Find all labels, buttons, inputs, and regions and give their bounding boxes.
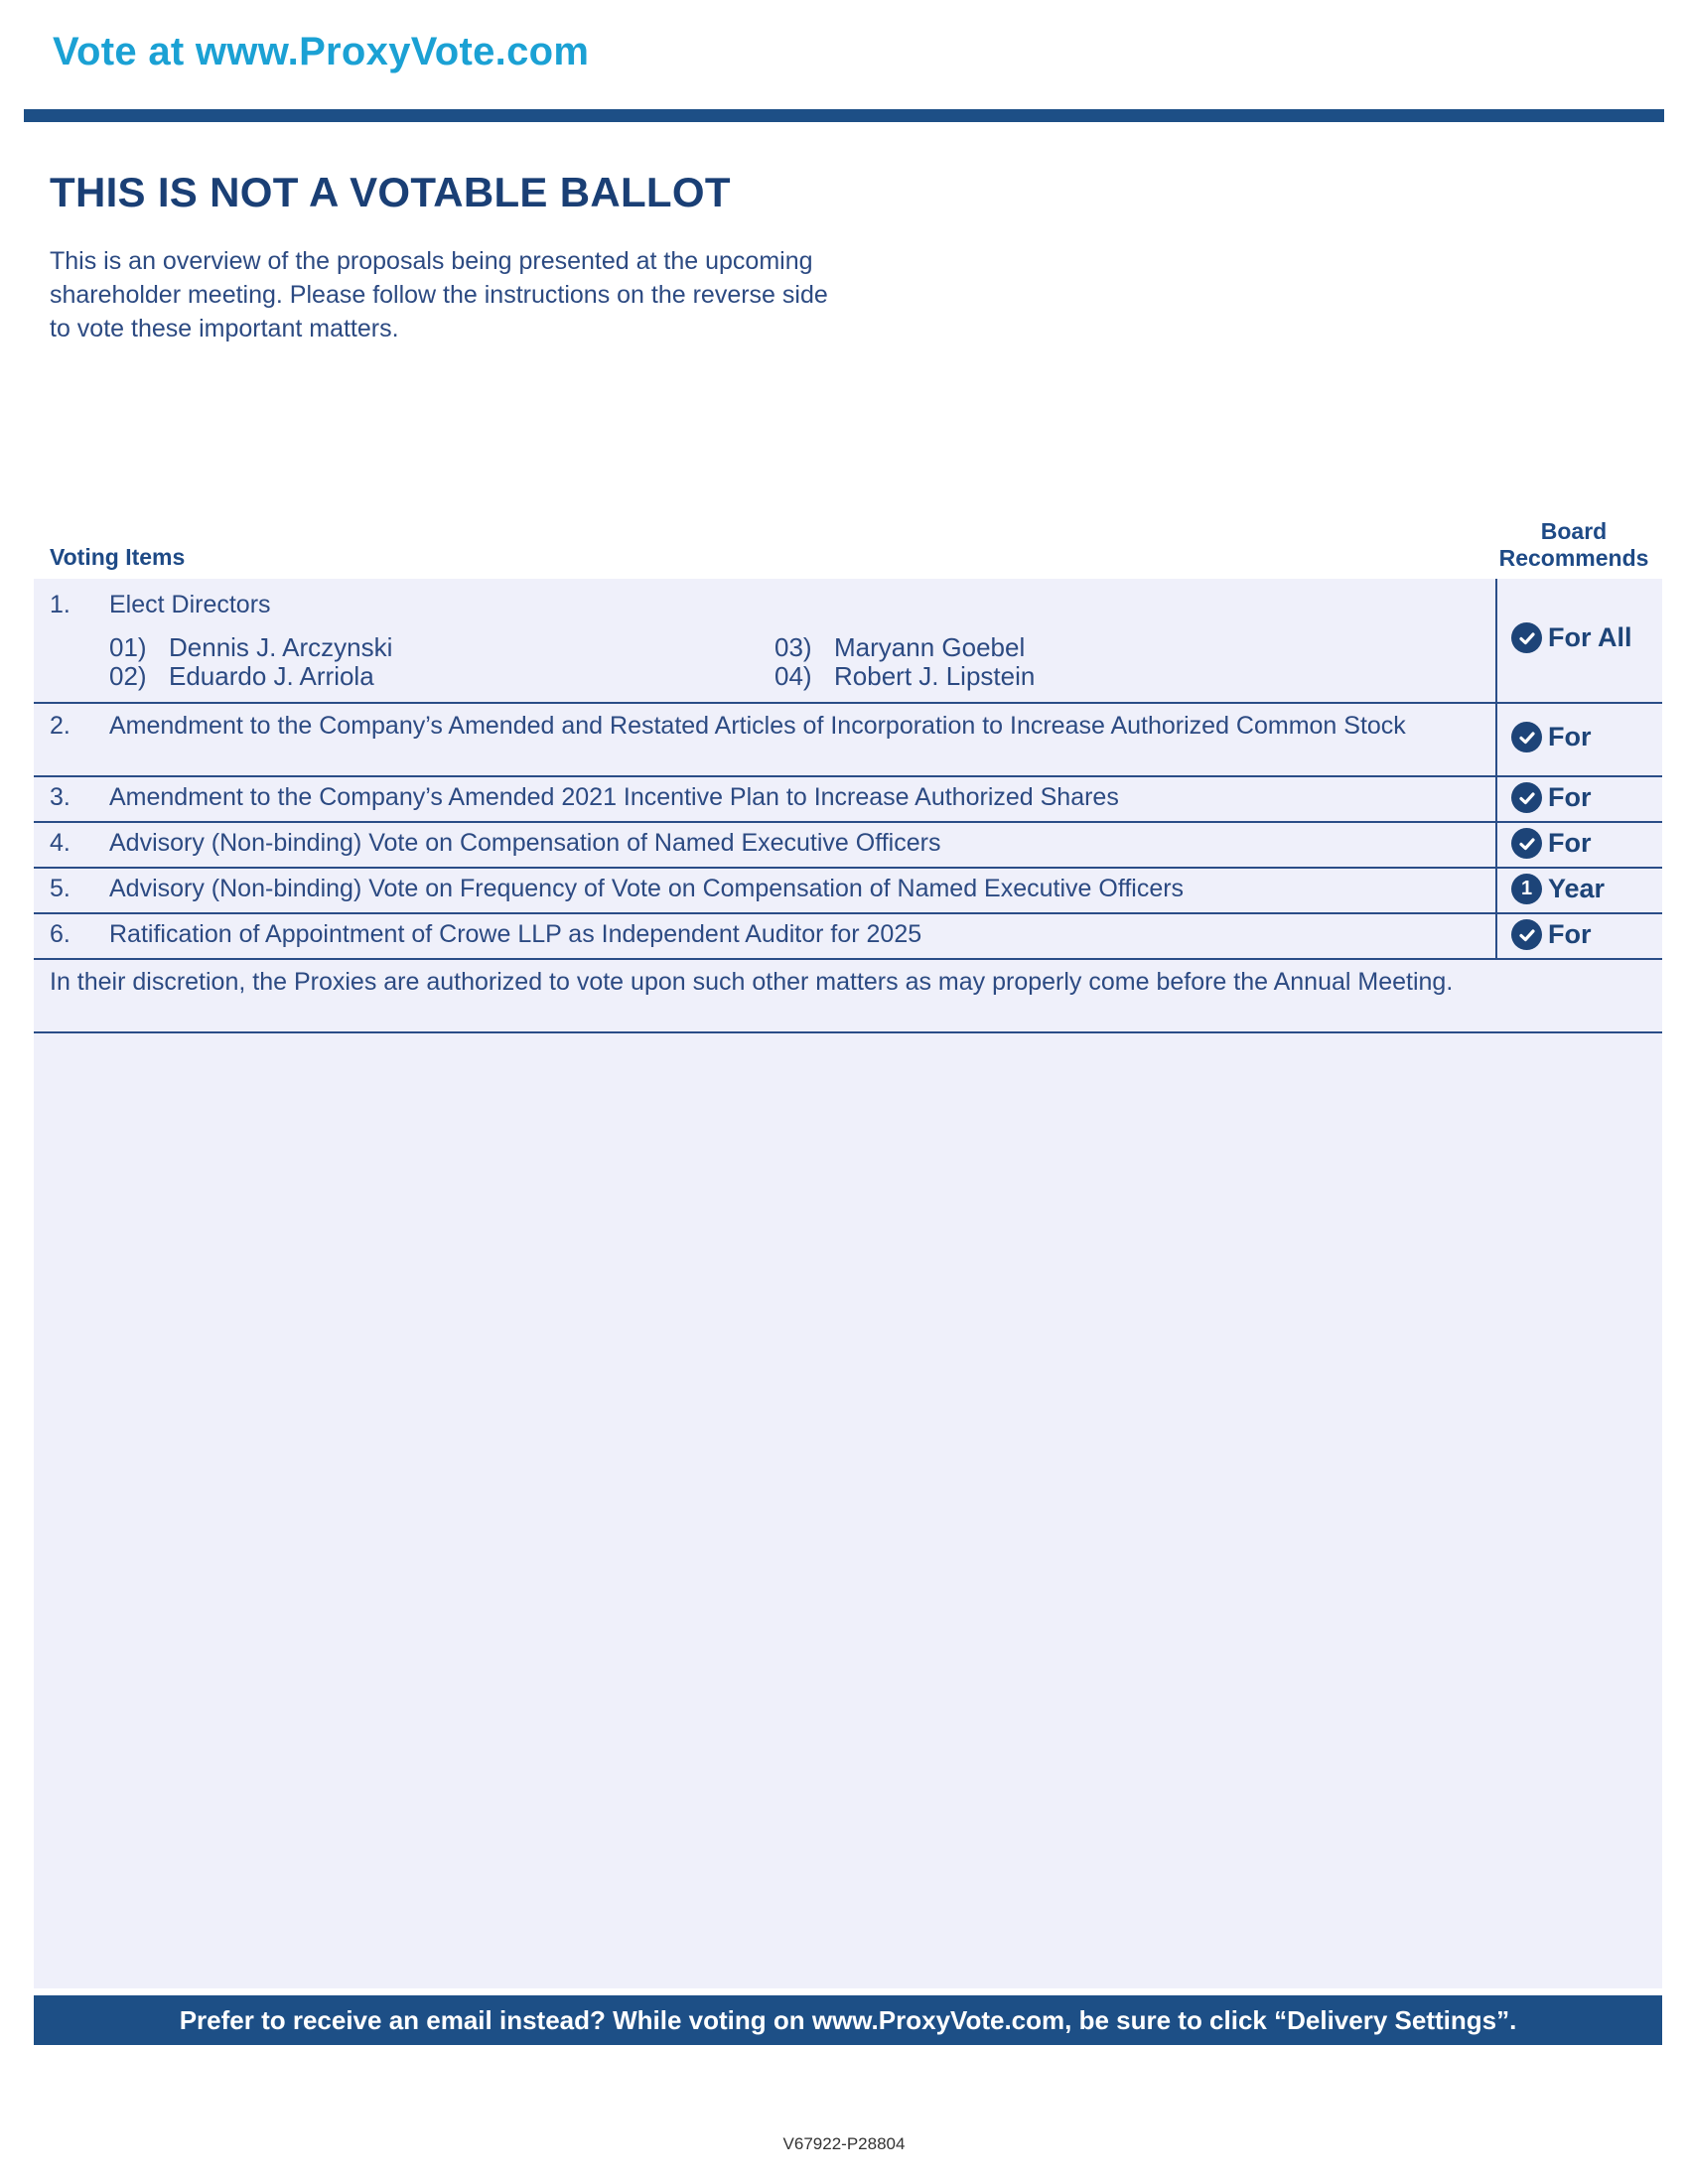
voting-item-1-title xyxy=(50,591,1509,619)
recommendation-badge xyxy=(1511,919,1592,950)
nominee-01 xyxy=(109,633,392,662)
intro-paragraph: This is an overview of the proposals being presented at the upcoming shareholder meeting. Please follow the instructions on the reverse side to vote these important matters. xyxy=(50,247,828,342)
voting-item-row-2 xyxy=(34,702,1662,777)
site-brand-link[interactable]: Vote at www.ProxyVote.com xyxy=(53,30,590,73)
check-circle-icon xyxy=(1511,782,1542,813)
voting-item-row-6 xyxy=(34,912,1662,960)
board-recommends-header-line1: Board xyxy=(1540,518,1608,544)
voting-item-row-5 xyxy=(34,867,1662,914)
recommendation-badge xyxy=(1511,622,1632,653)
voting-item-text: Advisory (Non-binding) Vote on Compensation of Named Executive Officers xyxy=(109,829,941,857)
voting-items-header: Voting Items xyxy=(50,544,186,570)
number-one-circle-icon xyxy=(1511,874,1542,904)
other-matters-text: In their discretion, the Proxies are authorized to vote upon such other matters as may properly come before the Annual Meeting. xyxy=(50,968,1454,996)
nominee-number: 02) xyxy=(109,661,147,691)
nominee-name: Dennis J. Arczynski xyxy=(169,632,393,662)
voting-item-text: Advisory (Non-binding) Vote on Frequency of Vote on Compensation of Named Executive Officers xyxy=(109,875,1185,902)
nominee-number: 04) xyxy=(774,661,812,691)
voting-item-row-4 xyxy=(34,821,1662,869)
recommendation-cell-6 xyxy=(1495,912,1664,958)
voting-item-4 xyxy=(50,829,1509,858)
board-recommends-header-line2: Recommends xyxy=(1498,545,1649,571)
voting-item-5 xyxy=(50,875,1509,903)
recommendation-badge xyxy=(1511,828,1592,859)
recommendation-text: For xyxy=(1548,919,1592,949)
recommendation-cell-1 xyxy=(1495,579,1664,702)
voting-item-text: Elect Directors xyxy=(109,591,271,618)
nominee-number: 03) xyxy=(774,632,812,662)
voting-item-row-3 xyxy=(34,775,1662,823)
voting-item-text: Amendment to the Company’s Amended and Restated Articles of Incorporation to Increase Authorized Common Stock xyxy=(109,712,1406,740)
nominee-04 xyxy=(774,662,1035,691)
recommendation-badge xyxy=(1511,722,1592,752)
document-code: V67922-P28804 xyxy=(782,2134,906,2153)
recommendation-text: For All xyxy=(1548,622,1632,652)
nominee-number: 01) xyxy=(109,632,147,662)
check-circle-icon xyxy=(1511,919,1542,950)
voting-item-row-1 xyxy=(34,579,1662,704)
nominee-03 xyxy=(774,633,1025,662)
nominee-name: Maryann Goebel xyxy=(834,632,1026,662)
nominee-name: Eduardo J. Arriola xyxy=(169,661,374,691)
voting-items-panel xyxy=(34,579,1662,1988)
number-one-glyph: 1 xyxy=(1520,878,1533,899)
recommendation-badge xyxy=(1511,782,1592,813)
recommendation-text: Year xyxy=(1548,874,1606,903)
voting-item-number: 4. xyxy=(50,829,70,857)
nominee-02 xyxy=(109,662,374,691)
check-circle-icon xyxy=(1511,722,1542,752)
board-recommends-header xyxy=(1494,518,1653,572)
recommendation-text: For xyxy=(1548,722,1592,751)
check-circle-icon xyxy=(1511,828,1542,859)
voting-item-number: 5. xyxy=(50,875,70,902)
voting-item-number: 3. xyxy=(50,783,70,811)
other-matters-row xyxy=(34,958,1662,1033)
delivery-settings-notice[interactable]: Prefer to receive an email instead? While voting on www.ProxyVote.com, be sure to click “Delivery Settings”. xyxy=(34,1995,1662,2045)
nominee-name: Robert J. Lipstein xyxy=(834,661,1036,691)
voting-item-number: 1. xyxy=(50,591,70,618)
recommendation-text: For xyxy=(1548,782,1592,812)
recommendation-badge xyxy=(1511,874,1605,904)
voting-item-number: 2. xyxy=(50,712,70,740)
voting-item-text: Amendment to the Company’s Amended 2021 Incentive Plan to Increase Authorized Shares xyxy=(109,783,1119,811)
check-circle-icon xyxy=(1511,622,1542,653)
voting-item-number: 6. xyxy=(50,920,70,948)
recommendation-cell-5 xyxy=(1495,867,1664,912)
recommendation-text: For xyxy=(1548,828,1592,858)
recommendation-cell-4 xyxy=(1495,821,1664,867)
recommendation-cell-2 xyxy=(1495,702,1664,775)
recommendation-cell-3 xyxy=(1495,775,1664,821)
header-divider xyxy=(24,109,1664,122)
voting-item-text: Ratification of Appointment of Crowe LLP as Independent Auditor for 2025 xyxy=(109,920,922,948)
page-title: THIS IS NOT A VOTABLE BALLOT xyxy=(50,169,731,215)
voting-item-3 xyxy=(50,783,1509,812)
voting-item-6 xyxy=(50,920,1509,949)
